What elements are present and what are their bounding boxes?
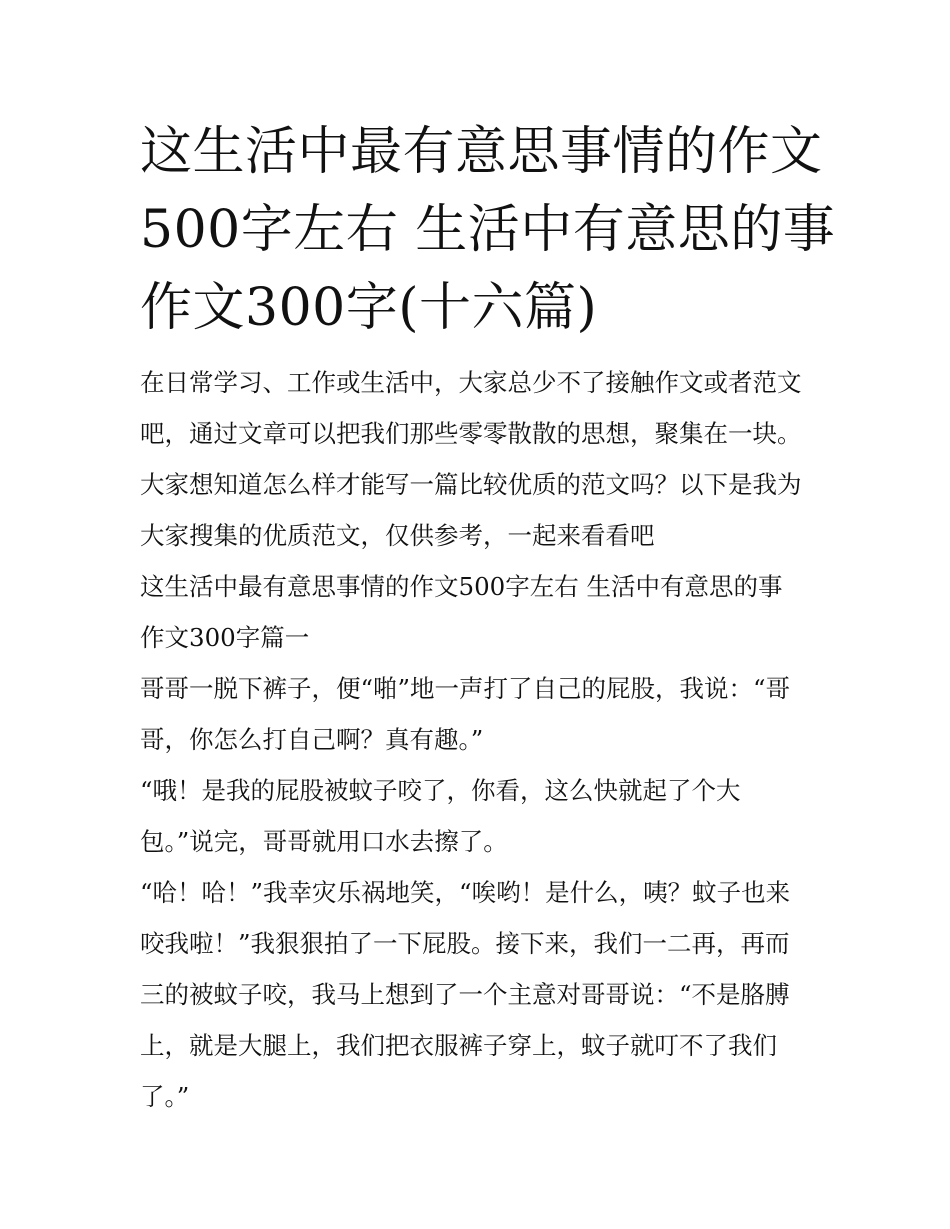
title-line: 这生活中最有意思事情的作文 [140, 122, 823, 182]
text-line: 作文300字篇一 [140, 623, 310, 652]
body-paragraph [140, 663, 820, 765]
text-line: 大家想知道怎么样才能写一篇比较优质的范文吗？以下是我为 [140, 470, 802, 499]
body-paragraph [140, 867, 820, 1122]
intro-paragraph [140, 357, 820, 561]
text-line: 哥哥一脱下裤子，便“啪”地一声打了自己的屁股，我说：“哥 [140, 674, 791, 703]
section-heading [140, 561, 820, 663]
text-line: “哦！是我的屁股被蚊子咬了，你看，这么快就起了个大 [140, 776, 741, 805]
text-line: 了。” [140, 1082, 190, 1111]
text-line: 吧，通过文章可以把我们那些零零散散的思想，聚集在一块。 [140, 419, 802, 448]
body-paragraph [140, 765, 820, 867]
text-line: “哈！哈！”我幸灾乐祸地笑，“唉哟！是什么，咦？蚊子也来 [140, 878, 791, 907]
title-line: 作文300字(十六篇) [140, 278, 598, 338]
text-line: 咬我啦！”我狠狠拍了一下屁股。接下来，我们一二再，再而 [140, 929, 790, 958]
document-title [140, 113, 836, 347]
text-line: 三的被蚊子咬，我马上想到了一个主意对哥哥说：“不是胳膊 [140, 980, 790, 1009]
title-line: 500字左右 生活中有意思的事 [140, 200, 836, 260]
text-line: 大家搜集的优质范文，仅供参考，一起来看看吧 [140, 521, 655, 550]
text-line: 在日常学习、工作或生活中，大家总少不了接触作文或者范文 [140, 368, 802, 397]
text-line: 上，就是大腿上，我们把衣服裤子穿上，蚊子就叮不了我们 [140, 1031, 777, 1060]
text-line: 包。”说完，哥哥就用口水去擦了。 [140, 827, 508, 856]
text-line: 哥，你怎么打自己啊？真有趣。” [140, 725, 484, 754]
document-content [140, 113, 836, 1122]
text-line: 这生活中最有意思事情的作文500字左右 生活中有意思的事 [140, 572, 783, 601]
